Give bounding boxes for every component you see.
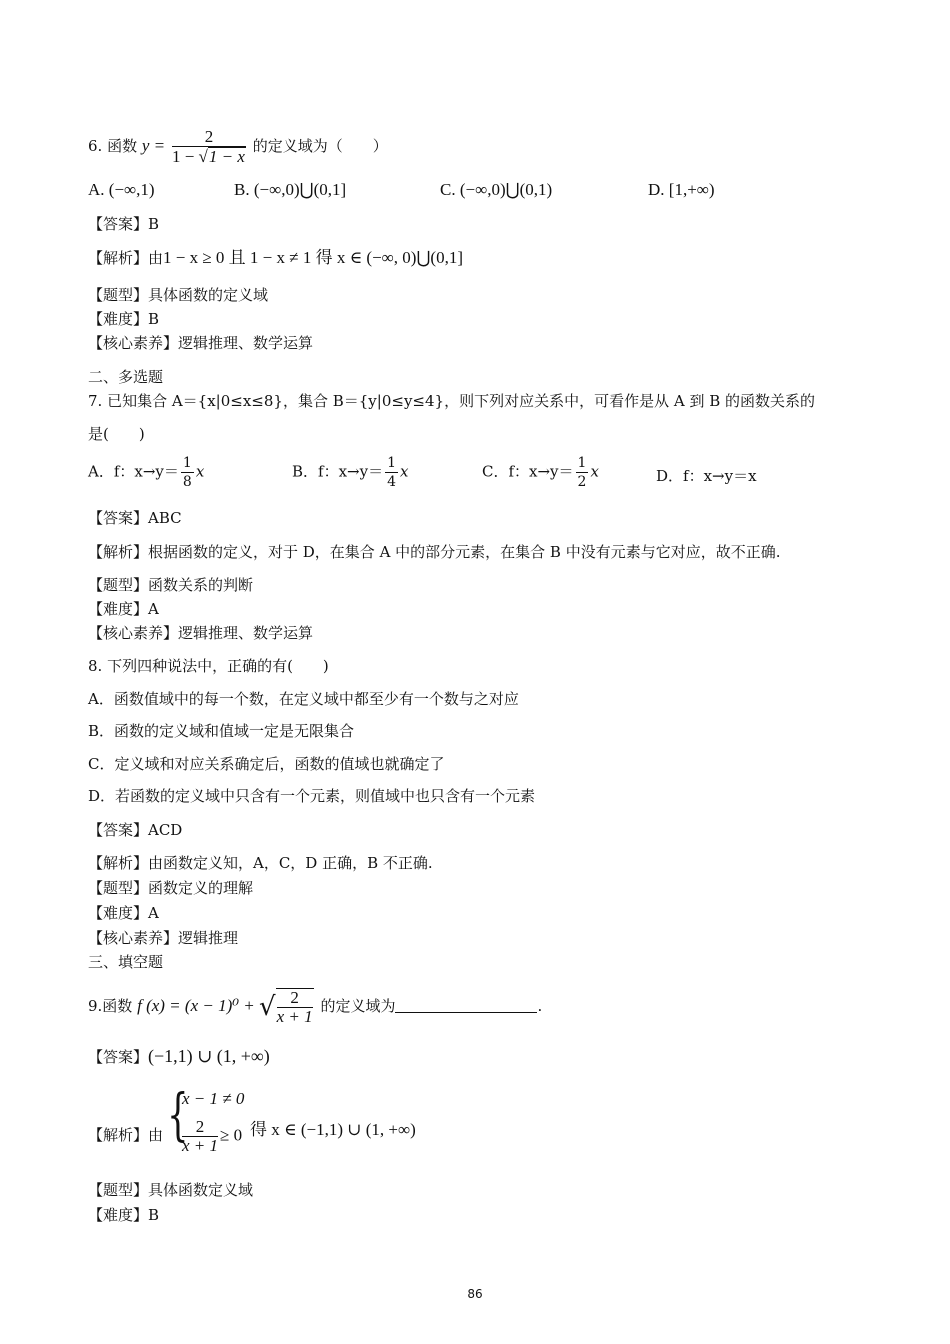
- q7-option-a: A．f：x→y＝ $\frac{1}{8}$ x: [88, 455, 205, 490]
- q6-option-a: A. (−∞,1): [88, 180, 155, 199]
- q7-stem-line1: 7. 已知集合 A＝{x|0≤x≤8}，集合 B＝{y|0≤y≤4}，则下列对应关系中，可看作是从 A 到 B 的函数关系的: [88, 392, 815, 410]
- q7-option-b: B．f：x→y＝ $\frac{1}{4}$ x: [292, 455, 409, 490]
- q9-analysis-label: 【解析】由: [88, 1126, 164, 1144]
- q6-option-b: B. (−∞,0)⋃(0,1]: [234, 180, 347, 199]
- q6-option-d: D. [1,+∞): [648, 180, 715, 199]
- q6-stem: 6. 函数 y = $\frac{2}{1 - √1 - x}$ 的定义域为（ ）: [88, 127, 388, 166]
- q7-stem-line2: 是( ): [88, 425, 145, 443]
- q9-answer: 【答案】(−1,1) ∪ (1, +∞): [88, 1046, 270, 1066]
- q6-analysis: 【解析】由1 − x ≥ 0 且 1 − x ≠ 1 得 x ∈ (−∞, 0)⋃(0,1]: [88, 248, 463, 267]
- radical-icon: √: [198, 147, 208, 166]
- page-number: 86: [467, 1287, 483, 1301]
- q8-analysis: 【解析】由函数定义知，A，C，D 正确，B 不正确.: [88, 854, 433, 872]
- q9-fraction: $\frac{2}{x + 1}$: [276, 988, 313, 1026]
- q8-option-d: D．若函数的定义域中只含有一个元素，则值域中也只含有一个元素: [88, 787, 536, 805]
- q6-type: 【题型】具体函数的定义域: [88, 286, 269, 304]
- q7-option-c: C．f：x→y＝ $\frac{1}{2}$ x: [482, 455, 599, 490]
- q8-stem: 8. 下列四种说法中，正确的有( ): [88, 657, 329, 675]
- q7-answer: 【答案】ABC: [88, 509, 182, 527]
- q6-option-c: C. (−∞,0)⋃(0,1): [440, 180, 553, 199]
- answer-blank[interactable]: [395, 996, 537, 1013]
- q9-stem: 9.函数 f (x) = (x − 1)⁰ + √ $\frac{2}{x + 1}$ 的定义域为 .: [88, 988, 543, 1026]
- q9-difficulty: 【难度】B: [88, 1206, 160, 1224]
- q7-difficulty: 【难度】A: [88, 600, 159, 618]
- q8-option-b: B．函数的定义域和值域一定是无限集合: [88, 722, 355, 740]
- q8-core: 【核心素养】逻辑推理: [88, 929, 239, 947]
- left-brace-icon: {: [167, 1083, 189, 1148]
- q6-answer: 【答案】B: [88, 215, 160, 233]
- q8-difficulty: 【难度】A: [88, 904, 159, 922]
- q7-analysis: 【解析】根据函数的定义，对于 D，在集合 A 中的部分元素，在集合 B 中没有元素与它对应，故不正确.: [88, 543, 781, 561]
- q9-system-line1: x − 1 ≠ 0: [182, 1089, 245, 1108]
- section-heading-multi: 二、多选题: [88, 368, 164, 386]
- q6-fraction: $\frac{2}{1 - √1 - x}$: [171, 127, 245, 166]
- q6-core: 【核心素养】逻辑推理、数学运算: [88, 334, 314, 352]
- q7-type: 【题型】函数关系的判断: [88, 576, 254, 594]
- q9-analysis-result: 得 x ∈ (−1,1) ∪ (1, +∞): [250, 1120, 416, 1139]
- q9-system-line2: $\frac{2}{x + 1}$ ≥ 0: [182, 1117, 243, 1155]
- q8-option-c: C．定义域和对应关系确定后，函数的值域也就确定了: [88, 755, 445, 773]
- q7-core: 【核心素养】逻辑推理、数学运算: [88, 624, 314, 642]
- section-heading-fill: 三、填空题: [88, 953, 164, 971]
- q8-answer: 【答案】ACD: [88, 821, 183, 839]
- q9-type: 【题型】具体函数定义域: [88, 1181, 254, 1199]
- q8-option-a: A．函数值域中的每一个数，在定义域中都至少有一个数与之对应: [88, 690, 519, 708]
- q7-option-d: D．f：x→y＝x: [656, 467, 757, 485]
- q6-difficulty: 【难度】B: [88, 310, 160, 328]
- q8-type: 【题型】函数定义的理解: [88, 879, 254, 897]
- radical-icon: √: [259, 992, 276, 1022]
